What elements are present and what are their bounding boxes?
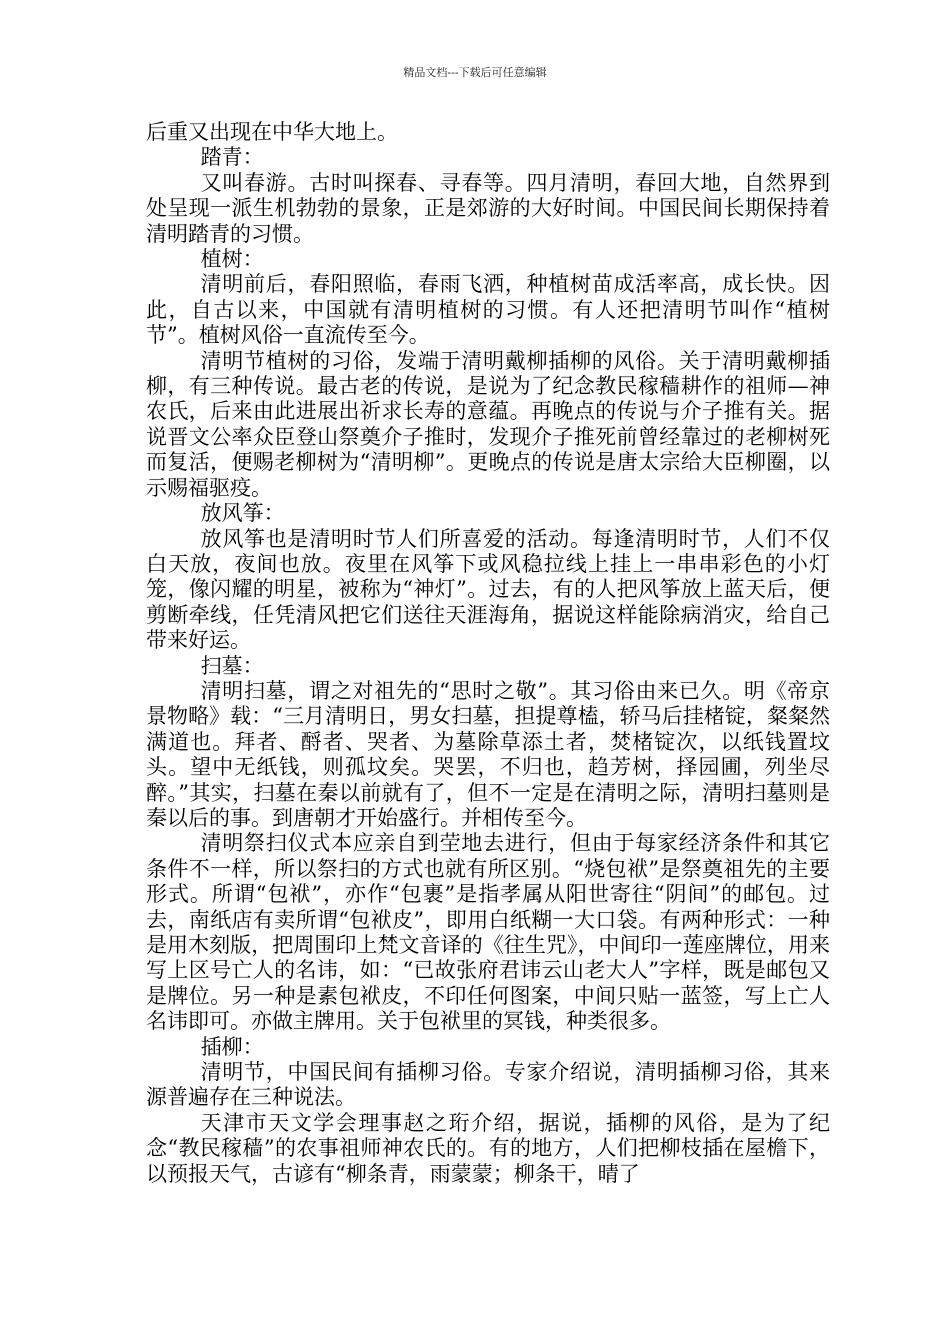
paragraph: 清明祭扫仪式本应亲自到茔地去进行，但由于每家经济条件和其它条件不一样，所以祭扫的方式也就有所区别。“烧包袱”是祭奠祖先的主要形式。所谓“包袱”，亦作“包裹”是指孝属从阳世寄往“阴间”的邮包。过去，南纸店有卖所谓“包袱皮”，即用白纸糊一大口袋。有两种形式：一种是用木刻版，把周围印上梵文音译的《往生咒》，中间印一莲座牌位，用来写上区号亡人的名讳，如：“已故张府君讳云山老大人”字样，既是邮包又是牌位。另一种是素包袱皮，不印任何图案，中间只贴一蓝签，写上亡人名讳即可。亦做主牌用。关于包袱里的冥钱，种类很多。 <box>146 831 830 1034</box>
paragraph: 放风筝也是清明时节人们所喜爱的活动。每逢清明时节，人们不仅白天放，夜间也放。夜里在风筝下或风稳拉线上挂上一串串彩色的小灯笼，像闪耀的明星，被称为“神灯”。过去，有的人把风筝放上蓝天后，便剪断牵线，任凭清风把它们送往天涯海角，据说这样能除病消灾，给自己带来好运。 <box>146 526 830 653</box>
paragraph: 后重又出现在中华大地上。 <box>146 120 398 144</box>
paragraph: 清明扫墓，谓之对祖先的“思时之敬”。其习俗由来已久。明《帝京景物略》载：“三月清明日，男女扫墓，担提尊榼，轿马后挂楮锭，粲粲然满道也。拜者、酹者、哭者、为墓除草添土者，焚楮锭次，以纸钱置坟头。望中无纸钱，则孤坟矣。哭罢，不归也，趋芳树，择园圃，列坐尽醉。”其实，扫墓在秦以前就有了，但不一定是在清明之际，清明扫墓则是秦以后的事。到唐朝才开始盛行。并相传至今。 <box>146 678 830 830</box>
document-body <box>146 120 830 1187</box>
paragraph: 清明节，中国民间有插柳习俗。专家介绍说，清明插柳习俗，其来源普遍存在三种说法。 <box>146 1060 830 1110</box>
section-heading-taqing: 踏青： <box>200 145 264 170</box>
paragraph: 天津市天文学会理事赵之珩介绍，据说，插柳的风俗，是为了纪念“教民稼穑”的农事祖师神农氏的。有的地方，人们把柳枝插在屋檐下，以预报天气，古谚有“柳条青，雨蒙蒙；柳条干，晴了 <box>146 1110 830 1186</box>
section-heading-chaliu: 插柳： <box>200 1034 264 1059</box>
section-heading-saomu: 扫墓： <box>200 653 264 678</box>
section-heading-fangfengzheng: 放风筝： <box>200 501 285 526</box>
paragraph: 清明节植树的习俗，发端于清明戴柳插柳的风俗。关于清明戴柳插柳，有三种传说。最古老的传说，是说为了纪念教民稼穑耕作的祖师—神农氏，后来由此进展出祈求长寿的意蕴。再晚点的传说与介子推有关。据说晋文公率众臣登山祭奠介子推时，发现介子推死前曾经靠过的老柳树死而复活，便赐老柳树为“清明柳”。更晚点的传说是唐太宗给大臣柳圈，以示赐福驱疫。 <box>146 348 830 500</box>
section-heading-zhishu: 植树： <box>200 247 264 272</box>
paragraph: 清明前后，春阳照临，春雨飞洒，种植树苗成活率高，成长快。因此，自古以来，中国就有清明植树的习惯。有人还把清明节叫作“植树节”。植树风俗一直流传至今。 <box>146 272 830 348</box>
paragraph: 又叫春游。古时叫探春、寻春等。四月清明，春回大地，自然界到处呈现一派生机勃勃的景象，正是郊游的大好时间。中国民间长期保持着清明踏青的习惯。 <box>146 170 830 246</box>
page-header: 精品文档---下载后可任意编辑 <box>403 66 547 79</box>
